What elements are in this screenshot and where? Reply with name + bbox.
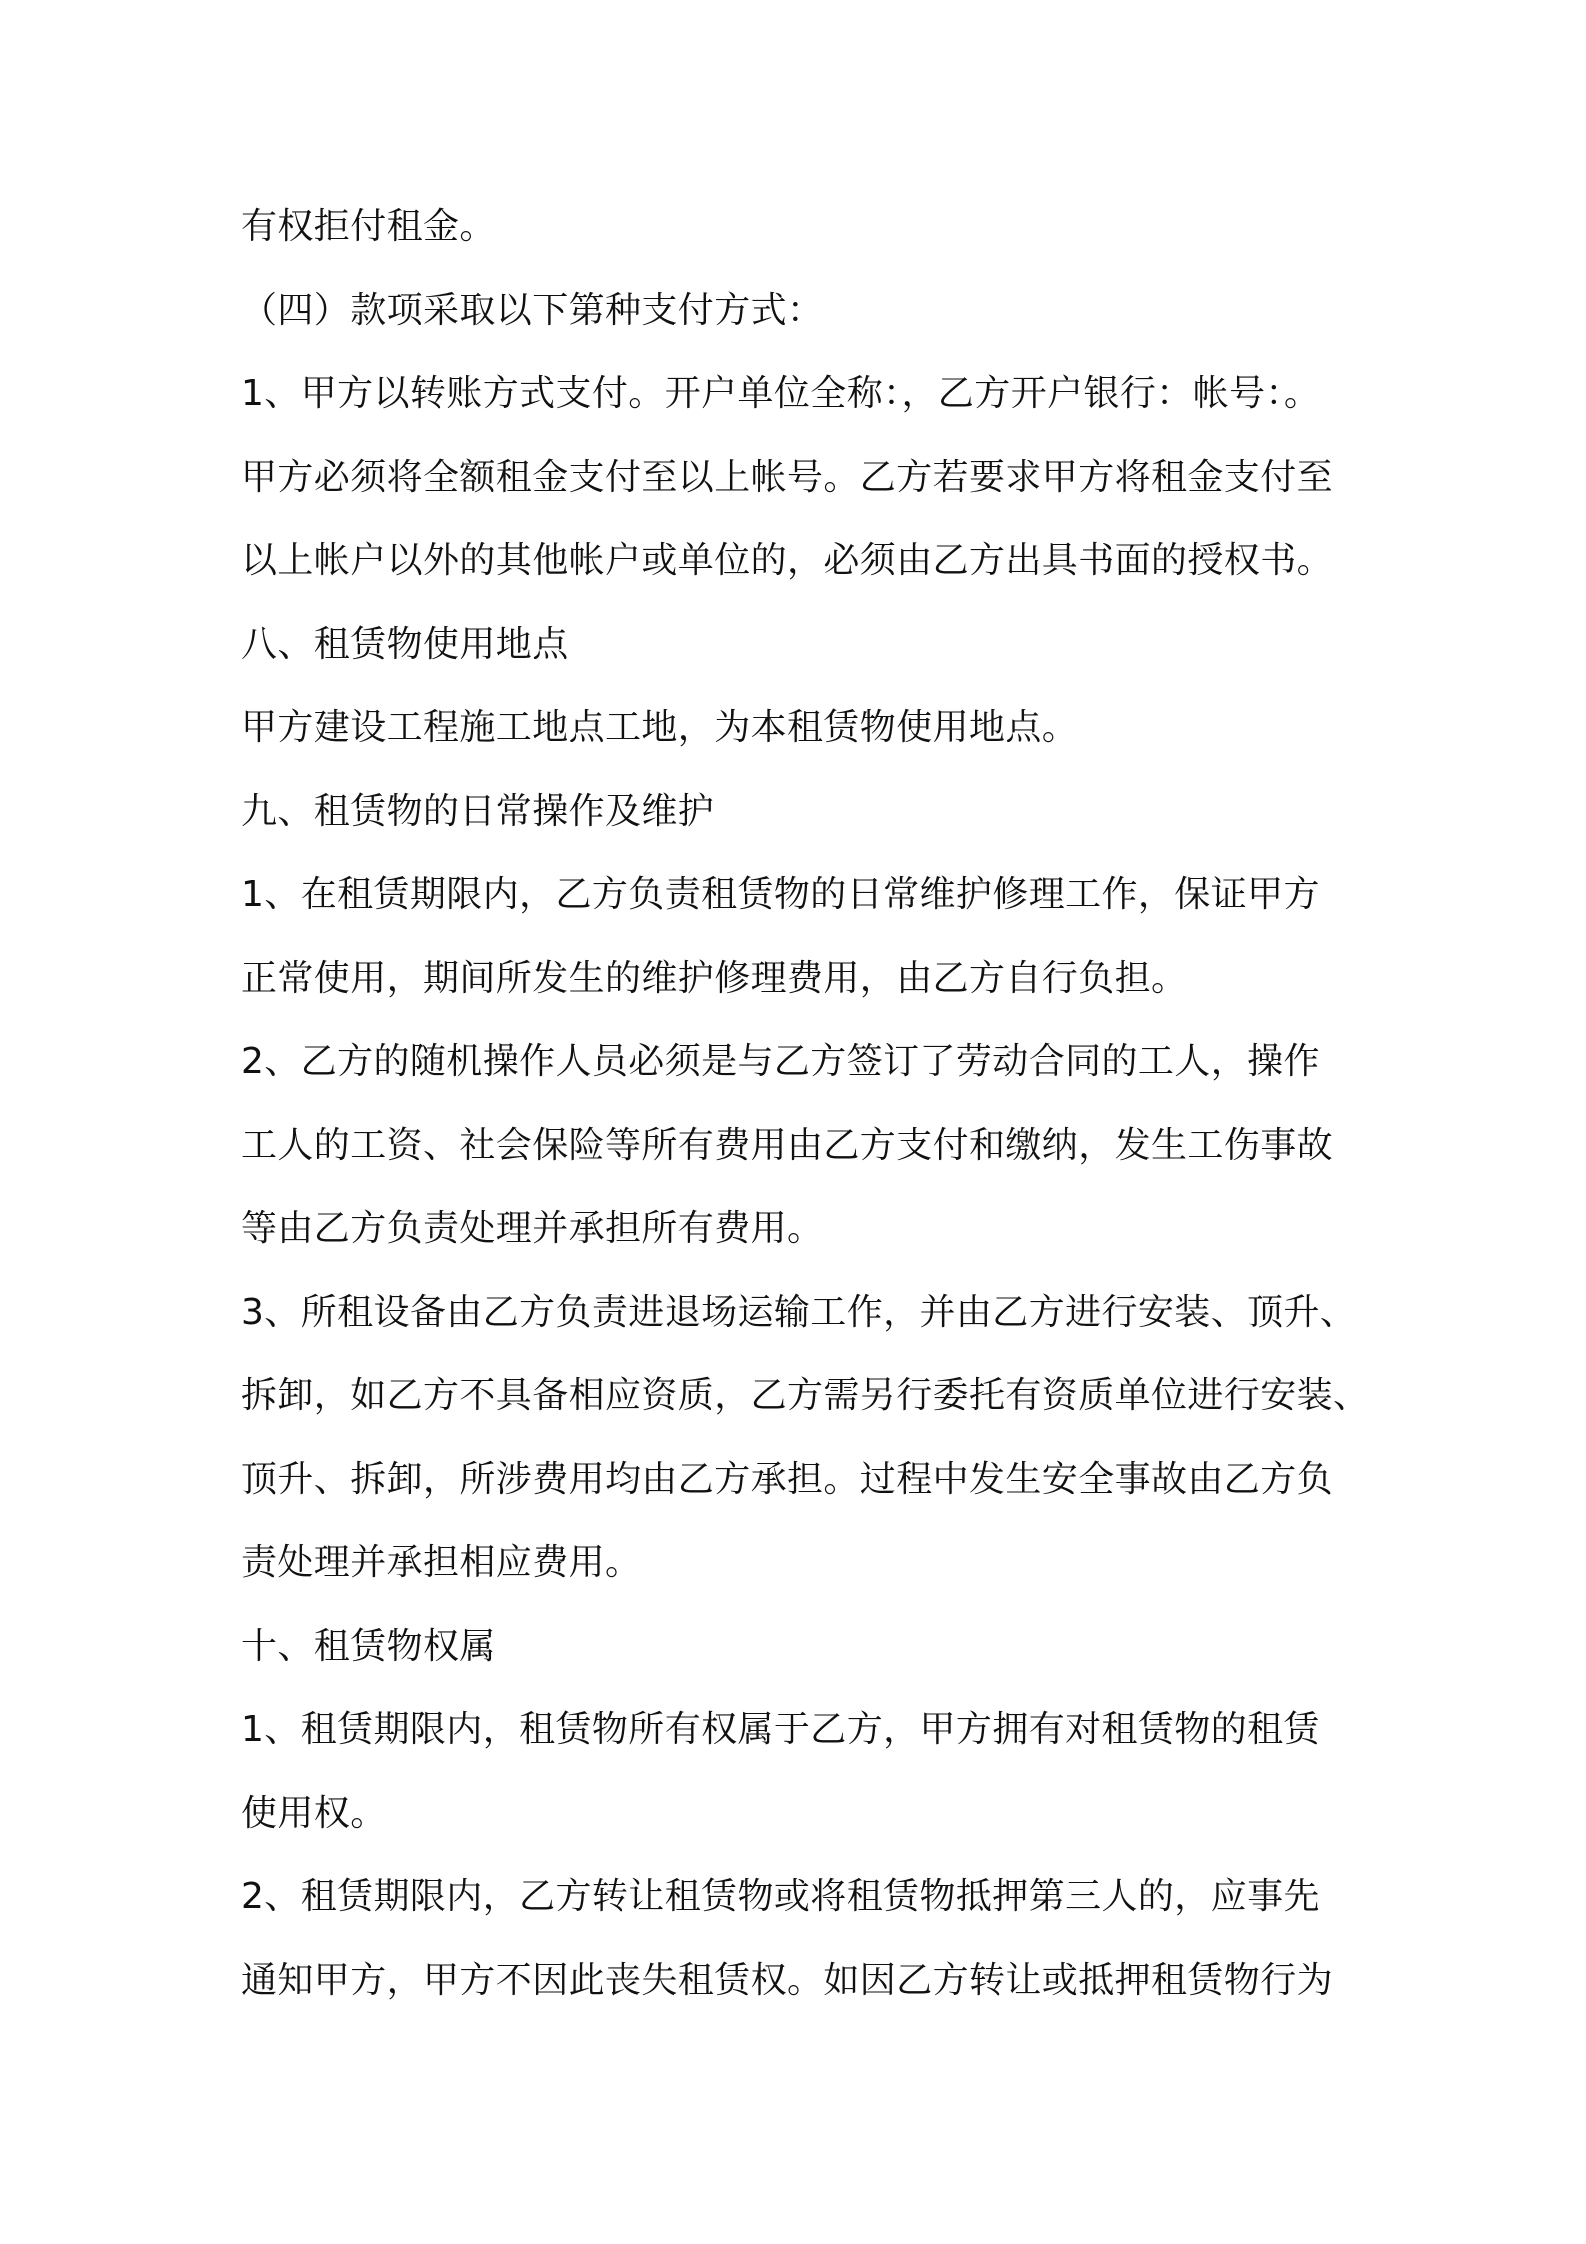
section-heading: 九、租赁物的日常操作及维护 [241, 791, 715, 832]
text-line: 1、在租赁期限内，乙方负责租赁物的日常维护修理工作，保证甲方 [241, 874, 1320, 915]
text-line: 工人的工资、社会保险等所有费用由乙方支付和缴纳，发生工伤事故 [241, 1125, 1334, 1166]
text-line: 责处理并承担相应费用。 [241, 1542, 642, 1583]
text-line: 甲方建设工程施工地点工地，为本租赁物使用地点。 [241, 707, 1079, 748]
text-line: 等由乙方负责处理并承担所有费用。 [241, 1208, 824, 1249]
section-subheading: （四）款项采取以下第种支付方式： [241, 290, 824, 331]
text-line: 1、甲方以转账方式支付。开户单位全称：，乙方开户银行：帐号：。 [241, 373, 1321, 414]
text-line: 顶升、拆卸，所涉费用均由乙方承担。过程中发生安全事故由乙方负 [241, 1459, 1334, 1500]
section-heading: 十、租赁物权属 [241, 1626, 496, 1667]
text-line: 1、租赁期限内，租赁物所有权属于乙方，甲方拥有对租赁物的租赁 [241, 1709, 1320, 1750]
text-line: 2、租赁期限内，乙方转让租赁物或将租赁物抵押第三人的，应事先 [241, 1876, 1320, 1917]
text-line: 正常使用，期间所发生的维护修理费用，由乙方自行负担。 [241, 958, 1188, 999]
text-line: 3、所租设备由乙方负责进退场运输工作，并由乙方进行安装、顶升、 [241, 1292, 1357, 1333]
text-line: 使用权。 [241, 1793, 387, 1834]
text-line: 2、乙方的随机操作人员必须是与乙方签订了劳动合同的工人，操作 [241, 1041, 1320, 1082]
text-line: 以上帐户以外的其他帐户或单位的，必须由乙方出具书面的授权书。 [241, 540, 1334, 581]
text-line: 有权拒付租金。 [241, 206, 496, 247]
section-heading: 八、租赁物使用地点 [241, 624, 569, 665]
text-line: 通知甲方，甲方不因此丧失租赁权。如因乙方转让或抵押租赁物行为 [241, 1960, 1334, 2001]
text-line: 甲方必须将全额租金支付至以上帐号。乙方若要求甲方将租金支付至 [241, 457, 1334, 498]
text-line: 拆卸，如乙方不具备相应资质，乙方需另行委托有资质单位进行安装、 [241, 1375, 1370, 1416]
